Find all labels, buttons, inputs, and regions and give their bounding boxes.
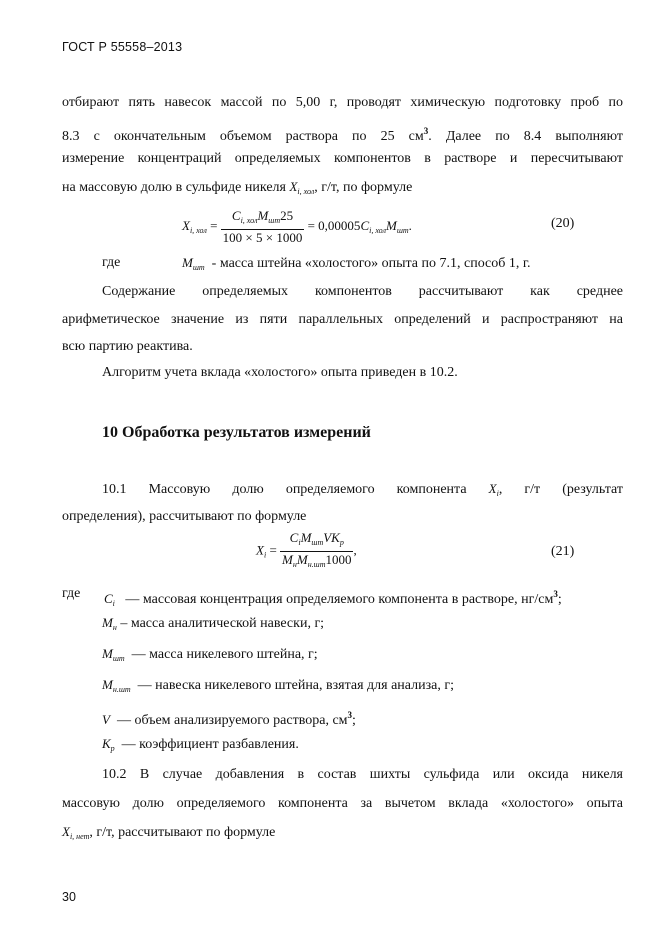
- fraction: $\frac{C_{i, хол}M_{шт}25}{100 \times 5 \times 1000}$: [222, 208, 303, 245]
- paragraph-line: 10.1 Массовую долю определяемого компонента $X_i$, г/т (результат: [102, 481, 624, 498]
- equation-21: $X_i$ = $\frac{C_iM_{шт}VK_p}{M_нM_{н.шт}1000}$ ,: [256, 530, 357, 573]
- where-definition: $M_{шт}$ — масса никелевого штейна, г;: [102, 646, 318, 663]
- fraction: $\frac{C_iM_{шт}VK_p}{M_нM_{н.шт}1000}$: [282, 530, 352, 569]
- section-heading: 10 Обработка результатов измерений: [102, 424, 371, 441]
- equation-number: (21): [551, 544, 575, 559]
- where-definition: $M_{шт}$ - масса штейна «холостого» опыта по 7.1, способ 1, г.: [182, 255, 531, 272]
- where-definition: $M_{н.шт}$ — навеска никелевого штейна, взятая для анализа, г;: [102, 677, 454, 694]
- page-number: 30: [62, 890, 76, 904]
- paragraph-line: определения), рассчитывают по формуле: [62, 509, 307, 524]
- paragraph-line: Содержание определяемых компонентов рассчитывают как среднее: [102, 284, 623, 299]
- paragraph-line: всю партию реактива.: [62, 339, 193, 354]
- where-definition: $K_p$ — коэффициент разбавления.: [102, 736, 299, 753]
- where-definition: $C_i$ — массовая концентрация определяемого компонента в растворе, $нг/см^3$;: [104, 589, 562, 608]
- paragraph-line: 10.2 В случае добавления в состав шихты сульфида или оксида никеля: [102, 767, 623, 782]
- equation-number: (20): [551, 216, 575, 231]
- equation-20: $X_{i, хол}$ = $\frac{C_{i, хол}M_{шт}25}{100 \times 5 \times 1000}$ = $0,00005C_{i, хол}M_{шт}$.: [182, 208, 412, 245]
- where-label: где: [102, 255, 121, 270]
- paragraph-line: измерение концентраций определяемых компонентов в растворе и пересчитывают: [62, 151, 623, 166]
- paragraph-line: отбирают пять навесок массой по 5,00 г, проводят химическую подготовку проб по: [62, 95, 623, 110]
- paragraph-line: арифметическое значение из пяти параллельных определений и распространяют на: [62, 312, 623, 327]
- paragraph-line: массовую долю определяемого компонента за вычетом вклада «холостого» опыта: [62, 796, 623, 811]
- document-header: ГОСТ Р 55558–2013: [62, 40, 183, 54]
- paragraph-line: Алгоритм учета вклада «холостого» опыта приведен в 10.2.: [102, 365, 458, 380]
- where-definition: $M_н$ – масса аналитической навески, г;: [102, 615, 325, 632]
- paragraph-line: 8.3 с окончательным объемом раствора по 25 $см^3$. Далее по 8.4 выполняют: [62, 126, 624, 144]
- where-label: где: [62, 586, 81, 601]
- where-definition: V — объем анализируемого раствора, $см^3$;: [102, 710, 356, 728]
- paragraph-line: на массовую долю в сульфиде никеля $X_{i, хол}$, г/т, по формуле: [62, 179, 413, 196]
- paragraph-line: $X_{i, нет}$, г/т, рассчитывают по формуле: [62, 824, 276, 841]
